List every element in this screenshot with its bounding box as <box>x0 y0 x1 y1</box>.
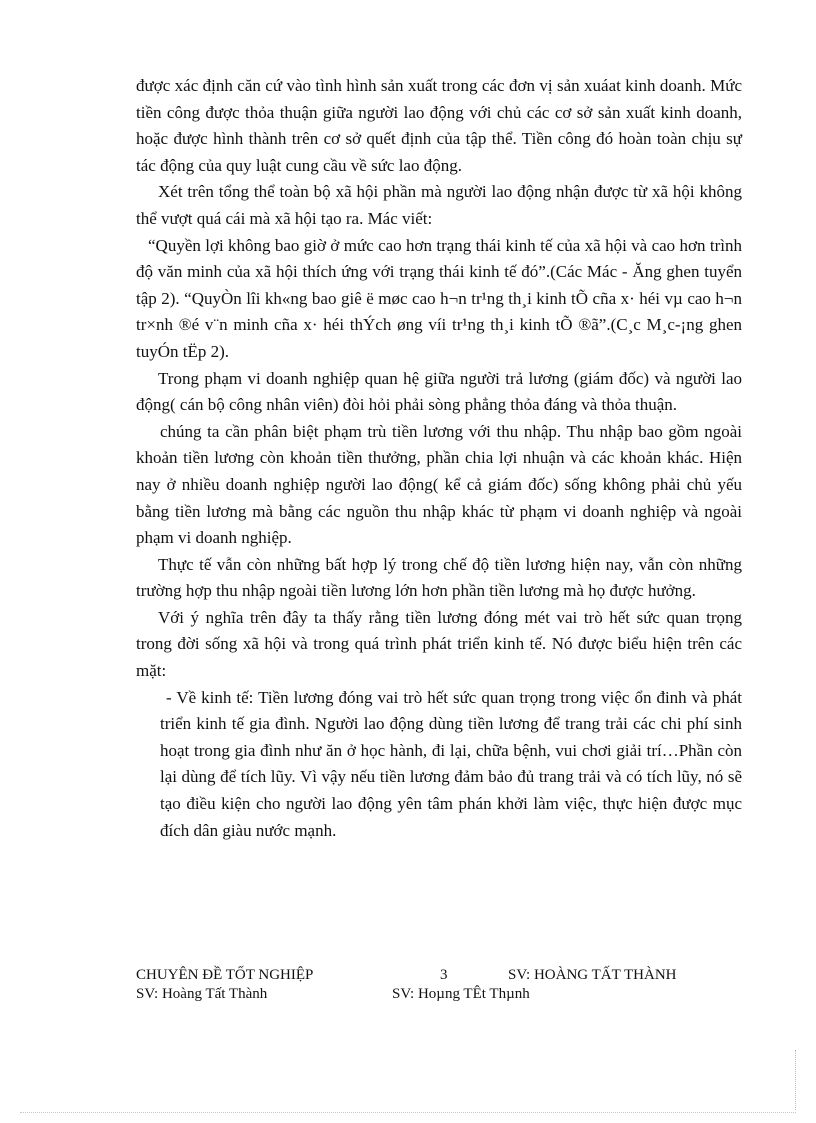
footer-author-legacy: SV: Hoµng TÊt Thµnh <box>392 986 530 1002</box>
paragraph-1: được xác định căn cứ vào tình hình sản xuất trong các đơn vị sản xuáat kinh doanh. Mức tiền công được thỏa thuận giữa người lao động với chủ các cơ sở sản xuất kinh doanh, hoặc được hình thành trên cơ sở quết định của tập thể. Tiền công đó hoàn toàn chịu sự tác động của quy luật cung cầu về sức lao động. <box>136 76 742 175</box>
footer-title: CHUYÊN ĐỀ TỐT NGHIỆP <box>136 967 314 983</box>
body-text <box>136 73 742 844</box>
footer-row-2 <box>136 985 736 1004</box>
page-edge-mark <box>795 1050 796 1110</box>
paragraph-7: Với ý nghĩa trên đây ta thấy rằng tiền lương đóng mét vai trò hết sức quan trọng trong đời sống xã hội và trong quá trình phát triển kinh tế. Nó được biểu hiện trên các mặt: <box>136 607 742 681</box>
footer-author-upper: SV: HOÀNG TẤT THÀNH <box>508 967 677 983</box>
page-bottom-border <box>20 1112 796 1113</box>
footer-author: SV: Hoàng Tất Thành <box>136 986 268 1002</box>
paragraph-quote: “Quyền lợi không bao giờ ở mức cao hơn trạng thái kinh tế của xã hội và cao hơn trình độ văn minh của xã hội thích ứng với trạng thái kinh tế đó”.(Các Mác - Ăng ghen tuyển tập 2). “QuyÒn lîi kh«ng bao giê ë møc cao h¬n tr¹ng th¸i kinh tÕ cña x· héi vµ cao h¬n tr×nh ®é v¨n minh cña x· héi thÝch øng víi tr¹ng th¸i kinh tÕ ®ã”.(C¸c M¸c-¡ng ghen tuyÓn tËp 2). <box>136 235 742 361</box>
paragraph-4: Trong phạm vi doanh nghiệp quan hệ giữa người trả lương (giám đốc) và người lao động( cán bộ công nhân viên) đòi hỏi phải sòng phẳng thỏa đáng và thỏa thuận. <box>136 368 742 415</box>
page-footer <box>136 966 736 1004</box>
paragraph-bullet-economy: - Về kinh tế: Tiền lương đóng vai trò hết sức quan trọng trong việc ổn đinh và phát triển kinh tế gia đình. Người lao động dùng tiền lương để trang trải các chi phí sinh hoạt trong gia đình như ăn ở học hành, đi lại, chữa bệnh, vui chơi giải trí…Phần còn lại dùng để tích lũy. Vì vậy nếu tiền lương đảm bảo đủ trang trải và có tích lũy, nó sẽ tạo điều kiện cho người lao động yên tâm phán khởi làm việc, thực hiện được mục đích dân giàu nước mạnh. <box>160 687 742 840</box>
paragraph-5: chúng ta cần phân biệt phạm trù tiền lương với thu nhập. Thu nhập bao gồm ngoài khoản tiền lương còn khoản tiền thưởng, phần chia lợi nhuận và các khoản khác. Hiện nay ở nhiều doanh nghiệp người lao động( kể cả giám đốc) sống không phải chủ yếu bằng tiền lương mà bằng các nguồn thu nhập khác từ phạm vi doanh nghiệp và ngoài phạm vi doanh nghiệp. <box>136 421 742 548</box>
paragraph-6: Thực tế vẫn còn những bất hợp lý trong chế độ tiền lương hiện nay, vẫn còn những trường hợp thu nhập ngoài tiền lương lớn hơn phần tiền lương mà họ được hưởng. <box>136 554 742 601</box>
footer-row-1 <box>136 966 736 985</box>
page-number: 3 <box>440 967 448 983</box>
paragraph-2: Xét trên tổng thể toàn bộ xã hội phần mà người lao động nhận được từ xã hội không thể vượt quá cái mà xã hội tạo ra. Mác viết: <box>136 182 742 228</box>
